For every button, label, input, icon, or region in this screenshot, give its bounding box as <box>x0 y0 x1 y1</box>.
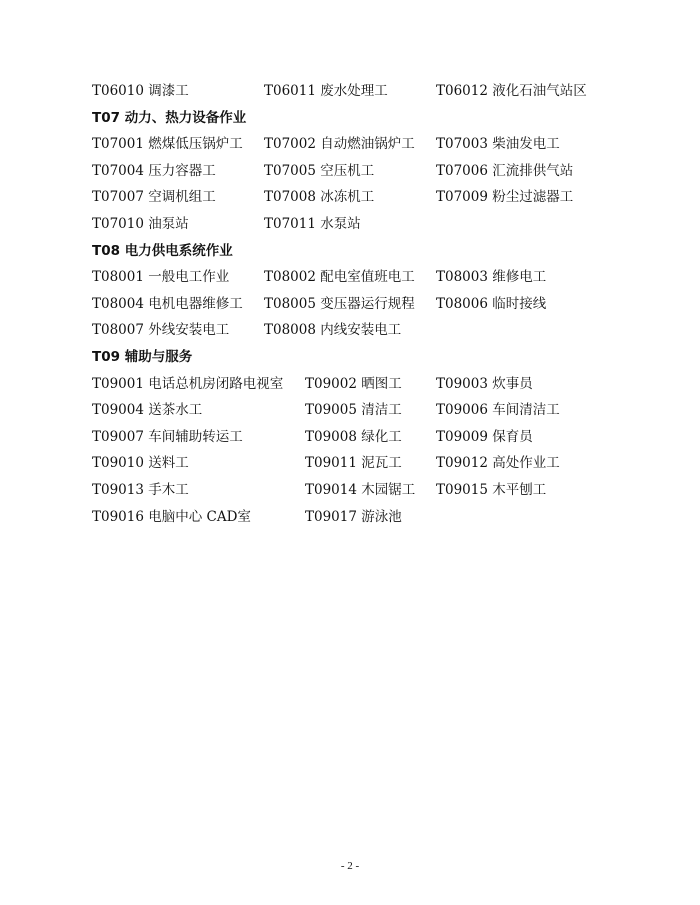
list-row <box>92 504 612 531</box>
list-row <box>92 184 612 211</box>
list-row <box>92 450 612 477</box>
list-item: T07002 自动燃油锅炉工 <box>264 136 415 153</box>
list-item: T07008 冰冻机工 <box>264 189 375 206</box>
list-row <box>92 317 612 344</box>
list-row <box>92 424 612 451</box>
list-item: T07007 空调机组工 <box>92 189 216 206</box>
list-item: T09001 电话总机房闭路电视室 <box>92 375 284 392</box>
list-item: T08008 内线安装电工 <box>264 322 402 339</box>
list-item: T09006 车间清洁工 <box>436 402 560 419</box>
list-row <box>92 211 612 238</box>
list-row <box>92 264 612 291</box>
list-item: T09009 保育员 <box>436 428 533 445</box>
list-item: T08001 一般电工作业 <box>92 269 230 286</box>
list-item: T06011 废水处理工 <box>264 83 388 99</box>
page-number: - 2 - <box>340 860 360 872</box>
list-item: T07004 压力容器工 <box>92 162 216 179</box>
list-item: T08003 维修电工 <box>436 269 547 286</box>
section-heading-t07: T07 动力、热力设备作业 <box>92 109 247 126</box>
list-item: T07009 粉尘过滤器工 <box>436 189 574 206</box>
list-row <box>92 397 612 424</box>
list-item: T09007 车间辅助转运工 <box>92 428 243 445</box>
list-item: T08004 电机电器维修工 <box>92 295 243 312</box>
list-item: T07006 汇流排供气站 <box>436 162 574 179</box>
list-item: T09010 送料工 <box>92 455 189 472</box>
list-row <box>92 371 612 398</box>
list-item: T06010 调漆工 <box>92 83 189 99</box>
list-item: T09017 游泳池 <box>305 508 402 525</box>
page-content <box>92 78 612 530</box>
list-row <box>92 477 612 504</box>
list-item: T08002 配电室值班电工 <box>264 269 415 286</box>
list-item: T08005 变压器运行规程 <box>264 295 415 312</box>
list-item: T09013 手木工 <box>92 481 189 498</box>
list-item: T09014 木园锯工 <box>305 481 416 498</box>
list-item: T09002 晒图工 <box>305 375 402 392</box>
list-item: T09015 木平刨工 <box>436 481 547 498</box>
list-item: T09016 电脑中心 CAD室 <box>92 508 251 525</box>
list-item: T06012 液化石油气站区 <box>436 83 587 99</box>
list-row <box>92 158 612 185</box>
list-item: T08007 外线安装电工 <box>92 322 230 339</box>
list-item: T09004 送茶水工 <box>92 402 203 419</box>
list-item: T07005 空压机工 <box>264 162 375 179</box>
list-item: T07003 柴油发电工 <box>436 136 560 153</box>
section-heading-t08: T08 电力供电系统作业 <box>92 242 233 259</box>
section-heading-t09: T09 辅助与服务 <box>92 348 193 365</box>
list-item: T07001 燃煤低压锅炉工 <box>92 136 243 153</box>
list-item: T09005 清洁工 <box>305 402 402 419</box>
list-row <box>92 131 612 158</box>
list-row <box>92 78 612 105</box>
list-item: T09011 泥瓦工 <box>305 455 402 472</box>
list-item: T07010 油泵站 <box>92 215 189 232</box>
list-item: T09012 高处作业工 <box>436 455 560 472</box>
list-item: T07011 水泵站 <box>264 215 361 232</box>
list-item: T09008 绿化工 <box>305 428 402 445</box>
list-item: T09003 炊事员 <box>436 375 533 392</box>
list-row <box>92 291 612 318</box>
list-item: T08006 临时接线 <box>436 295 547 312</box>
